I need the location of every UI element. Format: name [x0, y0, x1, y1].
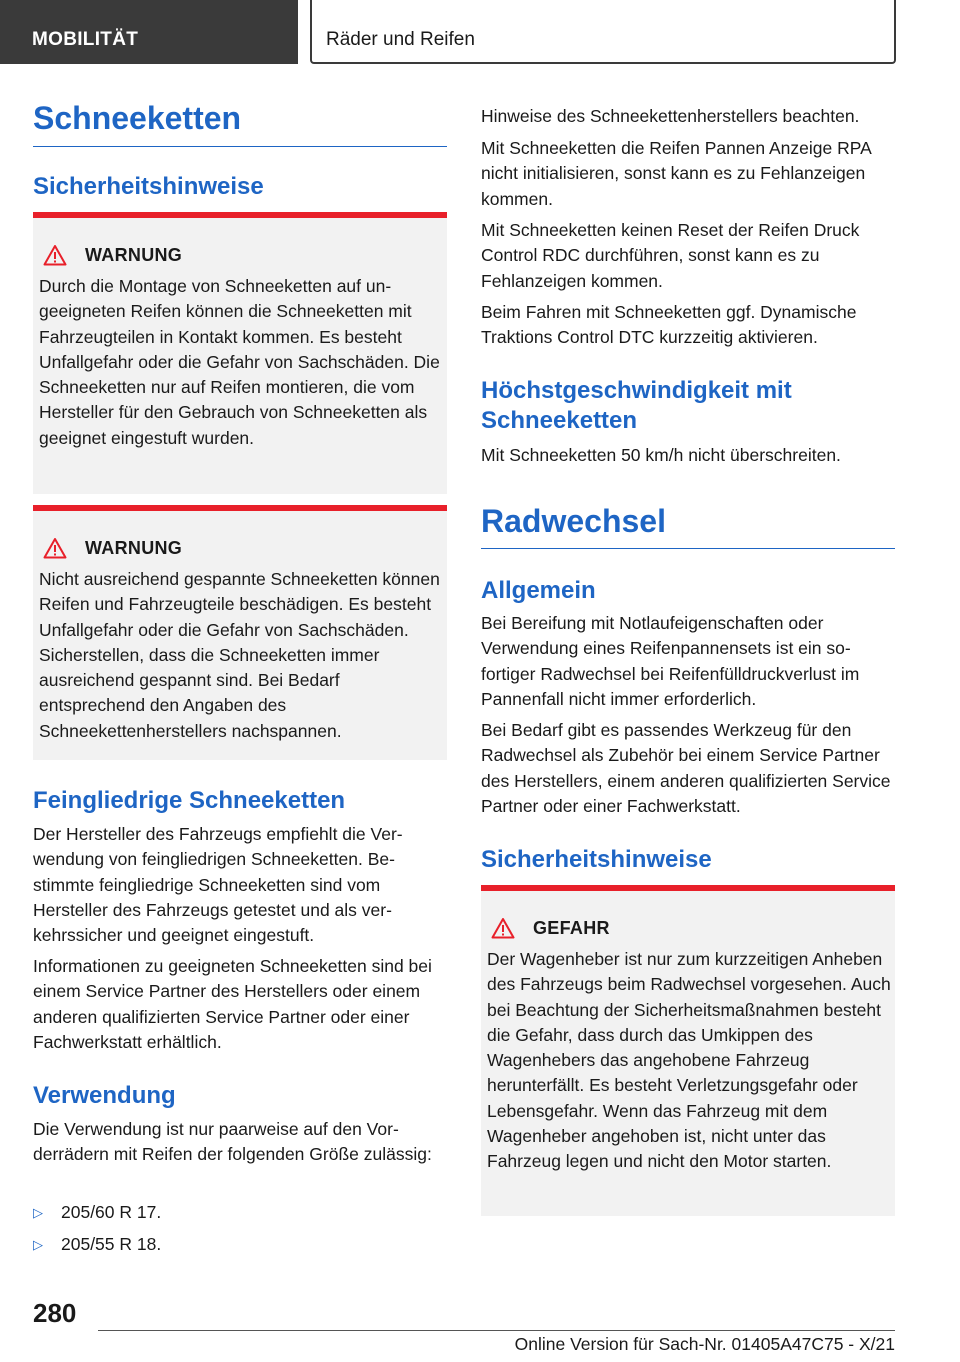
paragraph: Mit Schneeketten 50 km/h nicht überschreiten.	[481, 445, 841, 465]
warning-header	[43, 244, 182, 266]
warning-triangle-icon	[43, 537, 67, 559]
paragraph: Bei Bereifung mit Notlaufeigenschaften oder Verwendung eines Reifenpannensets ist ein sofortiger Radwechsel bei Reifenfülldruckverlust im Pannenfall nicht immer erforderlich.	[481, 613, 860, 709]
paragraph: Mit Schneeketten keinen Reset der Reifen Druck Control RDC durchführen, sonst kann es zu Fehlanzeigen kommen.	[481, 220, 860, 291]
heading-hoechstgeschwindigkeit	[481, 376, 895, 436]
footer-rule	[98, 1330, 895, 1331]
paragraph: Bei Bedarf gibt es passendes Werkzeug für den Radwechsel als Zubehör bei einem Service Partner des Herstellers, einem anderen qualifizierten Service Partner oder einer Fachwerkstatt.	[481, 720, 891, 816]
paragraph: Die Verwendung ist nur paarweise auf den Vorderrädern mit Reifen der folgenden Größe zulässig:	[33, 1119, 432, 1165]
heading-sicherheitshinweise: Sicherheitshinweise	[33, 173, 264, 200]
heading-verwendung: Verwendung	[33, 1082, 176, 1109]
warning-text: Durch die Montage von Schneeketten auf ungeeigneten Reifen können die Schneeketten mit Fahrzeugteilen in Kontakt kommen. Es besteht Unfallgefahr oder die Gefahr von Sachschäden. Die Schneeketten nur auf Reifen montieren, die vom Hersteller für den Gebrauch von Schneeketten als geeignet eingestuft wurden.	[39, 276, 440, 448]
title-rule	[33, 146, 447, 147]
page-title-schneeketten: Schneeketten	[33, 100, 242, 136]
paragraph: Beim Fahren mit Schneeketten ggf. Dynamische Traktions Control DTC kurzzeitig aktivieren.	[481, 302, 857, 348]
warning-box-2	[33, 505, 447, 760]
danger-text: Der Wagenheber ist nur zum kurzzeitigen Anheben des Fahrzeugs beim Radwechsel vorgesehen. Auch bei Beachtung der Sicherheitsmaßnahmen besteht die Gefahr, dass durch das Umkippen des Wagenhebers das angehobene Fahrzeug herunterfällt. Es besteht Verletzungsgefahr oder Lebensgefahr. Wenn das Fahrzeug mit dem Wagenheber angehoben ist, nicht unter das Fahrzeug legen und nicht den Motor starten.	[487, 949, 891, 1172]
warning-header	[43, 537, 182, 559]
paragraph: Informationen zu geeigneten Schneeketten sind bei einem Service Partner des Herstellers oder einem anderen qualifizierten Service Partner oder einer Fachwerkstatt erhältlich.	[33, 956, 432, 1052]
paragraph: Der Hersteller des Fahrzeugs empfiehlt die Verwendung von feingliedrigen Schneeketten. Bestimmte feingliedrige Schneeketten sind vom Hersteller des Fahrzeugs getestet und als verkehrssicher und geeignet eingestuft.	[33, 824, 403, 946]
tire-size: 205/60 R 17.	[61, 1202, 162, 1222]
paragraph: Mit Schneeketten die Reifen Pannen Anzeige RPA nicht initialisieren, sonst kann es zu Fehlanzeigen kommen.	[481, 138, 871, 209]
chapter-tab	[310, 0, 896, 64]
chapter-label: Räder und Reifen	[326, 29, 475, 50]
triangle-bullet-icon: ▷	[33, 1237, 43, 1252]
warning-text: Nicht ausreichend gespannte Schneeketten können Reifen und Fahrzeugteile beschädigen. Es besteht Unfallgefahr oder die Gefahr von Sachschäden. Sicherstellen, dass die Schneeketten immer ausreichend gespannt sind. Bei Bedarf entsprechend den Angaben des Schneekettenherstellers nachspannen.	[39, 569, 440, 741]
warning-label: WARNUNG	[85, 244, 183, 265]
warning-triangle-icon	[491, 917, 515, 939]
title-radwechsel: Radwechsel	[481, 503, 666, 539]
title-rule	[481, 548, 895, 549]
footer-version: Online Version für Sach-Nr. 01405A47C75 - X/21	[514, 1334, 895, 1354]
paragraph: Hinweise des Schneekettenherstellers beachten.	[481, 106, 860, 126]
heading-line: Höchstgeschwindigkeit mit	[481, 377, 792, 404]
warning-box-1	[33, 212, 447, 494]
warning-triangle-icon	[43, 244, 67, 266]
warning-label: WARNUNG	[85, 537, 183, 558]
danger-box	[481, 885, 895, 1216]
heading-feingliedrige: Feingliedrige Schneeketten	[33, 787, 346, 814]
section-tab	[0, 0, 298, 64]
section-label: MOBILITÄT	[32, 29, 139, 50]
triangle-bullet-icon: ▷	[33, 1205, 43, 1220]
tire-size: 205/55 R 18.	[61, 1234, 162, 1254]
danger-header	[491, 917, 610, 939]
heading-allgemein: Allgemein	[481, 577, 596, 604]
danger-label: GEFAHR	[533, 917, 610, 938]
page-number: 280	[33, 1298, 77, 1328]
heading-line: Schneeketten	[481, 407, 638, 434]
heading-sicherheitshinweise: Sicherheitshinweise	[481, 846, 712, 873]
